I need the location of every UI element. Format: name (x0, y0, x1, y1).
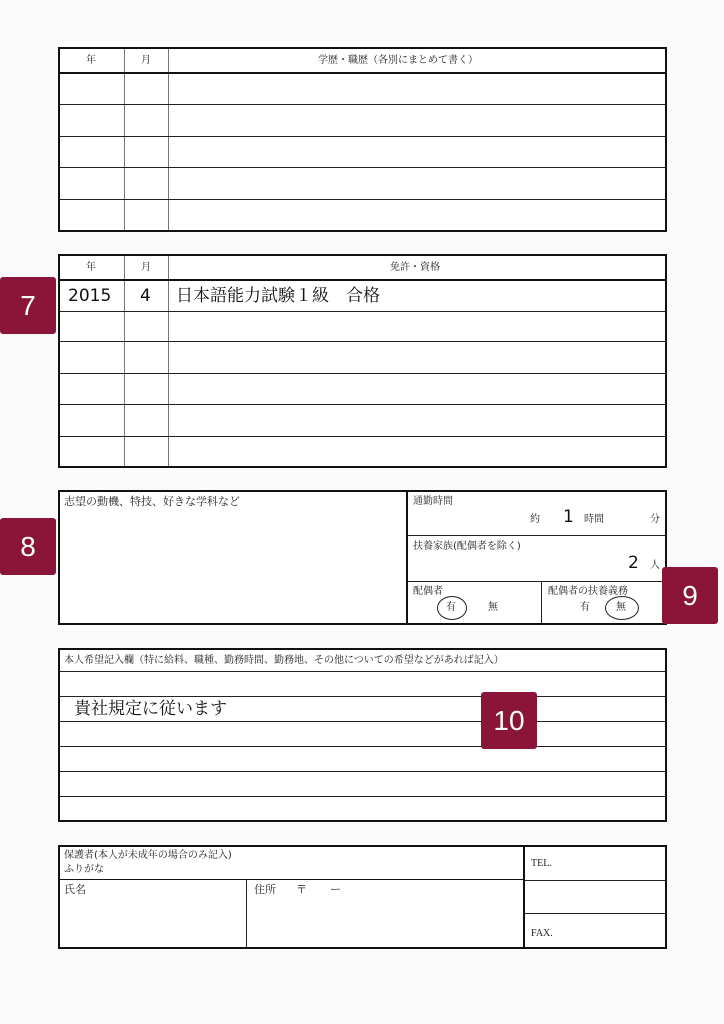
wishes-label: 本人希望記入欄（特に給料、職種、勤務時間、勤務地、その他についての希望などがあれば記入） (64, 655, 504, 666)
education-col-divider-1 (124, 49, 125, 230)
spouse-no: 無 (488, 602, 498, 613)
guardian-contact-divider (523, 847, 525, 947)
dependents-label: 扶養家族(配偶者を除く) (413, 541, 521, 552)
commute-minutes-unit: 分 (650, 514, 660, 525)
motivation-section (58, 490, 667, 625)
license-entry-text: 日本語能力試験１級 合格 (176, 286, 380, 306)
wishes-row-line (60, 671, 665, 672)
license-header-year: 年 (86, 262, 96, 273)
spouse-support-yes: 有 (580, 602, 590, 613)
guardian-address-label: 住所 (254, 883, 276, 896)
wishes-row-line (60, 746, 665, 747)
motivation-label: 志望の動機、特技、好きな学科など (64, 495, 240, 508)
callout-badge-7: 7 (0, 277, 56, 334)
license-row-line (60, 311, 665, 312)
guardian-furigana-line (60, 879, 523, 880)
guardian-tel-label: TEL. (531, 858, 552, 869)
education-col-divider-2 (168, 49, 169, 230)
education-row-line (60, 167, 665, 168)
license-row-line (60, 436, 665, 437)
wishes-row-line (60, 696, 665, 697)
commute-hours: 1 (563, 507, 574, 527)
callout-badge-8: 8 (0, 518, 56, 575)
spouse-support-label: 配偶者の扶養義務 (548, 586, 628, 597)
guardian-label: 保護者(本人が未成年の場合のみ記入) (64, 850, 232, 861)
license-row-line (60, 404, 665, 405)
education-header-year: 年 (86, 55, 96, 66)
guardian-fax-line (524, 913, 665, 914)
commute-bottom-line (407, 535, 665, 536)
spouse-divider (541, 582, 542, 623)
dependents-unit: 人 (650, 560, 660, 571)
spouse-support-no: 無 (616, 602, 626, 613)
guardian-fax-label: FAX. (531, 928, 553, 939)
guardian-postal-mark: 〒 (296, 883, 307, 896)
dependents-count: 2 (628, 553, 639, 573)
license-row-line (60, 373, 665, 374)
callout-badge-9: 9 (662, 567, 718, 624)
guardian-name-address-divider (246, 880, 247, 947)
wishes-text: 貴社規定に従います (74, 699, 227, 719)
education-row-line (60, 72, 665, 74)
education-row-line (60, 104, 665, 105)
dependents-bottom-line (407, 581, 665, 582)
wishes-row-line (60, 796, 665, 797)
commute-hours-unit: 時間 (584, 514, 604, 525)
license-row-line (60, 279, 665, 281)
motivation-divider (406, 492, 408, 623)
license-header-month: 月 (141, 262, 151, 273)
wishes-row-line (60, 771, 665, 772)
callout-badge-10: 10 (481, 692, 537, 749)
education-row-line (60, 199, 665, 200)
guardian-tel-line (524, 880, 665, 881)
guardian-name-label: 氏名 (64, 883, 86, 896)
license-header-license: 免許・資格 (390, 262, 440, 273)
spouse-label: 配偶者 (413, 586, 443, 597)
license-row-line (60, 341, 665, 342)
wishes-row-line (60, 721, 665, 722)
license-col-divider-2 (168, 256, 169, 466)
spouse-yes: 有 (446, 602, 456, 613)
education-header-history: 学歴・職歴（各別にまとめて書く） (318, 55, 478, 66)
commute-approx: 約 (530, 514, 540, 525)
commute-label: 通勤時間 (413, 496, 453, 507)
education-header-month: 月 (141, 55, 151, 66)
education-row-line (60, 136, 665, 137)
education-history-table (58, 47, 667, 232)
guardian-postal-dash: ー (330, 883, 341, 896)
license-entry-month: 4 (140, 286, 151, 306)
license-entry-year: 2015 (68, 286, 112, 306)
license-col-divider-1 (124, 256, 125, 466)
guardian-furigana: ふりがな (64, 864, 104, 875)
